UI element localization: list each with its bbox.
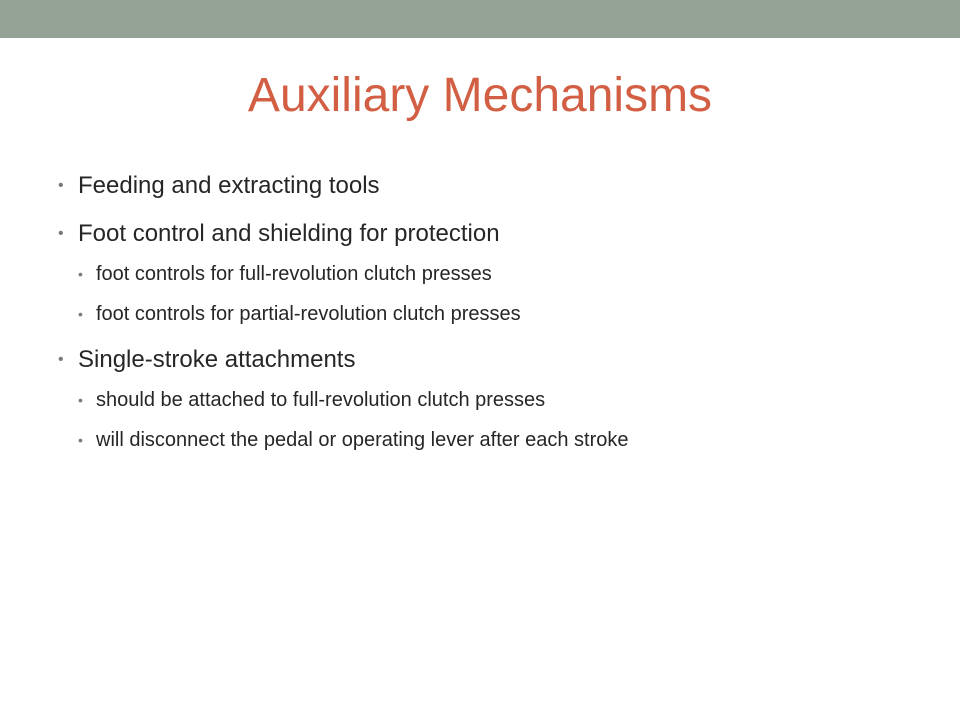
bullet-dot-icon: • (58, 225, 64, 242)
sub-bullet-item (78, 388, 918, 412)
sub-bullet-item (78, 428, 918, 452)
top-accent-bar (0, 0, 960, 38)
bullet-list (58, 172, 918, 472)
sub-bullet-dot-icon: • (78, 392, 83, 408)
sub-bullet-text: foot controls for partial-revolution clutch presses (96, 303, 521, 325)
sub-bullet-list (78, 388, 918, 452)
bullet-item (58, 346, 918, 452)
bullet-item (58, 172, 918, 200)
bullet-text: Feeding and extracting tools (78, 172, 380, 199)
bullet-text: Single-stroke attachments (78, 346, 356, 373)
sub-bullet-text: should be attached to full-revolution clutch presses (96, 389, 546, 411)
bullet-dot-icon: • (58, 351, 64, 368)
bullet-item (58, 220, 918, 326)
sub-bullet-list (78, 262, 918, 326)
sub-bullet-text: foot controls for full-revolution clutch presses (96, 263, 492, 285)
sub-bullet-dot-icon: • (78, 432, 83, 448)
sub-bullet-item (78, 302, 918, 326)
sub-bullet-dot-icon: • (78, 266, 83, 282)
sub-bullet-item (78, 262, 918, 286)
bullet-dot-icon: • (58, 177, 64, 194)
sub-bullet-text: will disconnect the pedal or operating lever after each stroke (96, 429, 629, 451)
slide-title: Auxiliary Mechanisms (247, 69, 713, 122)
sub-bullet-dot-icon: • (78, 306, 83, 322)
bullet-text: Foot control and shielding for protection (78, 220, 500, 247)
